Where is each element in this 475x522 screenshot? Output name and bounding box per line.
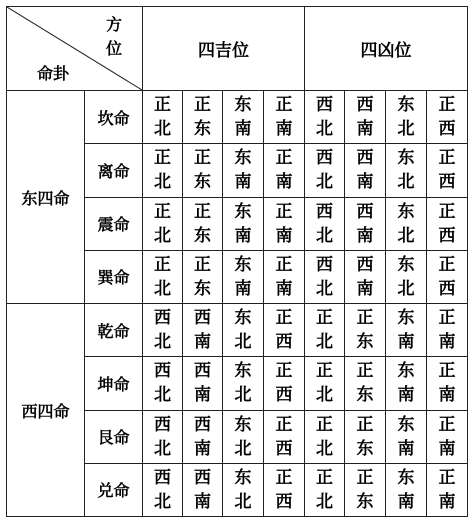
direction-char: 正 xyxy=(154,148,171,169)
xiong-direction-cell xyxy=(345,91,386,144)
ji-direction-cell xyxy=(143,304,183,357)
direction-char: 北 xyxy=(154,332,171,353)
direction-char: 北 xyxy=(234,491,252,512)
ming-cell: 震命 xyxy=(85,197,143,250)
ji-direction-cell xyxy=(264,357,305,410)
ji-direction-cell xyxy=(223,410,264,463)
direction-char: 北 xyxy=(316,491,333,512)
direction-char: 北 xyxy=(234,332,252,353)
direction-char: 北 xyxy=(154,225,171,246)
xiong-direction-cell xyxy=(386,304,427,357)
direction-char: 南 xyxy=(397,332,415,353)
xiong-direction-cell xyxy=(305,410,345,463)
xiong-direction-cell xyxy=(345,304,386,357)
direction-char: 东 xyxy=(356,385,374,406)
xiong-direction-cell xyxy=(305,144,345,197)
direction-char: 正 xyxy=(154,95,171,116)
direction-char: 正 xyxy=(356,308,374,329)
direction-char: 南 xyxy=(275,225,293,246)
direction-char: 西 xyxy=(154,467,171,488)
direction-char: 东 xyxy=(194,225,211,246)
direction-char: 南 xyxy=(356,119,374,140)
direction-char: 西 xyxy=(154,308,171,329)
xiong-direction-cell xyxy=(305,357,345,410)
xiong-direction-cell xyxy=(345,250,386,303)
direction-char: 正 xyxy=(438,414,456,435)
direction-char: 北 xyxy=(316,172,333,193)
ji-direction-cell xyxy=(264,91,305,144)
direction-char: 东 xyxy=(194,278,211,299)
xiong-direction-cell xyxy=(386,250,427,303)
direction-char: 北 xyxy=(397,225,415,246)
direction-char: 正 xyxy=(438,95,456,116)
direction-char: 西 xyxy=(194,414,211,435)
ji-direction-cell xyxy=(264,410,305,463)
direction-char: 西 xyxy=(356,95,374,116)
ji-direction-cell xyxy=(143,357,183,410)
ji-direction-cell xyxy=(143,144,183,197)
xiong-direction-cell xyxy=(386,357,427,410)
direction-char: 西 xyxy=(356,201,374,222)
xiong-direction-cell xyxy=(345,410,386,463)
xiong-direction-cell xyxy=(386,144,427,197)
xiong-direction-cell xyxy=(305,304,345,357)
direction-char: 西 xyxy=(438,225,456,246)
ming-cell: 艮命 xyxy=(85,410,143,463)
ji-direction-cell xyxy=(223,144,264,197)
direction-char: 正 xyxy=(438,361,456,382)
direction-char: 南 xyxy=(234,225,252,246)
direction-char: 东 xyxy=(356,332,374,353)
direction-char: 南 xyxy=(234,172,252,193)
ming-group-cell: 东四命 xyxy=(7,91,85,304)
direction-char: 西 xyxy=(194,308,211,329)
ji-direction-cell xyxy=(143,197,183,250)
direction-char: 北 xyxy=(154,385,171,406)
xiong-direction-cell xyxy=(305,250,345,303)
direction-char: 正 xyxy=(275,414,293,435)
direction-char: 正 xyxy=(194,254,211,275)
direction-char: 南 xyxy=(275,119,293,140)
xiong-direction-cell xyxy=(427,250,468,303)
direction-char: 南 xyxy=(234,278,252,299)
ji-direction-cell xyxy=(223,250,264,303)
ji-direction-cell xyxy=(223,91,264,144)
direction-char: 南 xyxy=(438,332,456,353)
direction-char: 北 xyxy=(316,278,333,299)
direction-char: 南 xyxy=(356,225,374,246)
direction-char: 南 xyxy=(397,438,415,459)
direction-char: 东 xyxy=(234,361,252,382)
xiong-header: 四凶位 xyxy=(305,7,468,91)
direction-char: 西 xyxy=(316,148,333,169)
direction-char: 东 xyxy=(397,361,415,382)
direction-char: 西 xyxy=(154,361,171,382)
direction-char: 正 xyxy=(275,308,293,329)
table-row xyxy=(7,91,468,144)
direction-char: 正 xyxy=(438,201,456,222)
direction-char: 北 xyxy=(316,225,333,246)
ming-cell: 乾命 xyxy=(85,304,143,357)
ji-direction-cell xyxy=(264,463,305,516)
xiong-direction-cell xyxy=(386,463,427,516)
ji-direction-cell xyxy=(183,250,223,303)
ji-direction-cell xyxy=(183,144,223,197)
direction-char: 北 xyxy=(154,438,171,459)
ji-direction-cell xyxy=(223,357,264,410)
direction-char: 西 xyxy=(438,119,456,140)
ji-direction-cell xyxy=(183,357,223,410)
direction-char: 正 xyxy=(438,254,456,275)
direction-char: 西 xyxy=(316,95,333,116)
table-row xyxy=(7,304,468,357)
ji-direction-cell xyxy=(183,197,223,250)
ming-cell: 坎命 xyxy=(85,91,143,144)
direction-char: 北 xyxy=(234,385,252,406)
direction-char: 西 xyxy=(194,467,211,488)
direction-char: 南 xyxy=(194,491,211,512)
ji-direction-cell xyxy=(264,144,305,197)
direction-char: 正 xyxy=(194,201,211,222)
ji-header: 四吉位 xyxy=(143,7,305,91)
direction-char: 北 xyxy=(154,172,171,193)
direction-char: 东 xyxy=(397,467,415,488)
ji-direction-cell xyxy=(264,304,305,357)
direction-char: 西 xyxy=(438,172,456,193)
ji-direction-cell xyxy=(143,250,183,303)
header-row xyxy=(7,7,468,91)
xiong-direction-cell xyxy=(345,144,386,197)
ji-direction-cell xyxy=(223,463,264,516)
ming-cell: 兑命 xyxy=(85,463,143,516)
ji-direction-cell xyxy=(143,91,183,144)
direction-char: 正 xyxy=(356,361,374,382)
direction-char: 南 xyxy=(438,385,456,406)
xiong-direction-cell xyxy=(427,197,468,250)
direction-char: 正 xyxy=(438,308,456,329)
direction-char: 南 xyxy=(194,385,211,406)
direction-char: 南 xyxy=(275,278,293,299)
direction-char: 南 xyxy=(194,332,211,353)
direction-char: 正 xyxy=(154,201,171,222)
direction-char: 正 xyxy=(275,467,293,488)
direction-char: 西 xyxy=(275,332,293,353)
direction-char: 东 xyxy=(234,201,252,222)
direction-char: 东 xyxy=(397,148,415,169)
direction-char: 东 xyxy=(397,308,415,329)
ji-direction-cell xyxy=(183,91,223,144)
direction-char: 东 xyxy=(234,148,252,169)
direction-char: 正 xyxy=(438,467,456,488)
direction-char: 正 xyxy=(356,467,374,488)
direction-char: 东 xyxy=(397,414,415,435)
direction-char: 西 xyxy=(275,385,293,406)
direction-char: 南 xyxy=(438,491,456,512)
direction-char: 正 xyxy=(356,414,374,435)
direction-char: 东 xyxy=(234,414,252,435)
direction-char: 东 xyxy=(356,438,374,459)
direction-char: 北 xyxy=(316,332,333,353)
xiong-direction-cell xyxy=(345,357,386,410)
direction-char: 西 xyxy=(356,254,374,275)
xiong-direction-cell xyxy=(386,410,427,463)
direction-char: 正 xyxy=(154,254,171,275)
direction-char: 东 xyxy=(397,254,415,275)
direction-char: 南 xyxy=(356,278,374,299)
xiong-direction-cell xyxy=(427,357,468,410)
direction-char: 北 xyxy=(316,438,333,459)
xiong-direction-cell xyxy=(427,463,468,516)
direction-char: 东 xyxy=(194,172,211,193)
ji-direction-cell xyxy=(143,410,183,463)
ji-direction-cell xyxy=(264,250,305,303)
ji-direction-cell xyxy=(223,197,264,250)
direction-char: 正 xyxy=(438,148,456,169)
direction-char: 西 xyxy=(316,201,333,222)
direction-char: 西 xyxy=(275,438,293,459)
direction-char: 西 xyxy=(316,254,333,275)
direction-char: 东 xyxy=(234,467,252,488)
xiong-direction-cell xyxy=(427,410,468,463)
direction-char: 西 xyxy=(194,361,211,382)
direction-char: 北 xyxy=(397,119,415,140)
direction-char: 东 xyxy=(397,95,415,116)
direction-table xyxy=(6,6,468,517)
xiong-direction-cell xyxy=(386,197,427,250)
direction-char: 西 xyxy=(438,278,456,299)
direction-char: 北 xyxy=(234,438,252,459)
direction-char: 正 xyxy=(275,148,293,169)
xiong-direction-cell xyxy=(345,197,386,250)
direction-char: 正 xyxy=(194,148,211,169)
direction-char: 正 xyxy=(316,361,333,382)
direction-char: 南 xyxy=(194,438,211,459)
xiong-direction-cell xyxy=(305,91,345,144)
ji-direction-cell xyxy=(143,463,183,516)
ji-direction-cell xyxy=(223,304,264,357)
direction-char: 正 xyxy=(275,254,293,275)
direction-char: 北 xyxy=(316,119,333,140)
ming-cell: 巽命 xyxy=(85,250,143,303)
direction-char: 北 xyxy=(316,385,333,406)
xiong-direction-cell xyxy=(427,144,468,197)
direction-char: 南 xyxy=(275,172,293,193)
ji-direction-cell xyxy=(264,197,305,250)
ming-cell: 坤命 xyxy=(85,357,143,410)
direction-char: 东 xyxy=(397,201,415,222)
gua-header-label: 命卦 xyxy=(37,64,70,83)
direction-char: 南 xyxy=(234,119,252,140)
direction-char: 正 xyxy=(194,95,211,116)
direction-char: 北 xyxy=(154,491,171,512)
direction-char: 正 xyxy=(275,201,293,222)
direction-char: 正 xyxy=(275,95,293,116)
xiong-direction-cell xyxy=(427,91,468,144)
direction-char: 东 xyxy=(194,119,211,140)
direction-char: 西 xyxy=(275,491,293,512)
direction-char: 南 xyxy=(397,385,415,406)
xiong-direction-cell xyxy=(427,304,468,357)
xiong-direction-cell xyxy=(305,463,345,516)
direction-char: 正 xyxy=(316,308,333,329)
direction-char: 南 xyxy=(356,172,374,193)
direction-char: 正 xyxy=(275,361,293,382)
xiong-direction-cell xyxy=(386,91,427,144)
ming-group-cell: 西四命 xyxy=(7,304,85,517)
direction-char: 东 xyxy=(234,308,252,329)
direction-char: 西 xyxy=(154,414,171,435)
ming-cell: 离命 xyxy=(85,144,143,197)
direction-char: 东 xyxy=(356,491,374,512)
xiong-direction-cell xyxy=(305,197,345,250)
xiong-direction-cell xyxy=(345,463,386,516)
direction-char: 正 xyxy=(316,467,333,488)
direction-header-label: 方 位 xyxy=(105,15,122,58)
direction-char: 东 xyxy=(234,254,252,275)
direction-char: 北 xyxy=(154,119,171,140)
ji-direction-cell xyxy=(183,410,223,463)
corner-header-cell xyxy=(7,7,143,91)
ji-direction-cell xyxy=(183,304,223,357)
direction-char: 西 xyxy=(356,148,374,169)
direction-char: 东 xyxy=(234,95,252,116)
direction-char: 南 xyxy=(397,491,415,512)
direction-char: 北 xyxy=(397,278,415,299)
direction-char: 北 xyxy=(397,172,415,193)
direction-char: 北 xyxy=(154,278,171,299)
direction-char: 正 xyxy=(316,414,333,435)
direction-char: 南 xyxy=(438,438,456,459)
ji-direction-cell xyxy=(183,463,223,516)
